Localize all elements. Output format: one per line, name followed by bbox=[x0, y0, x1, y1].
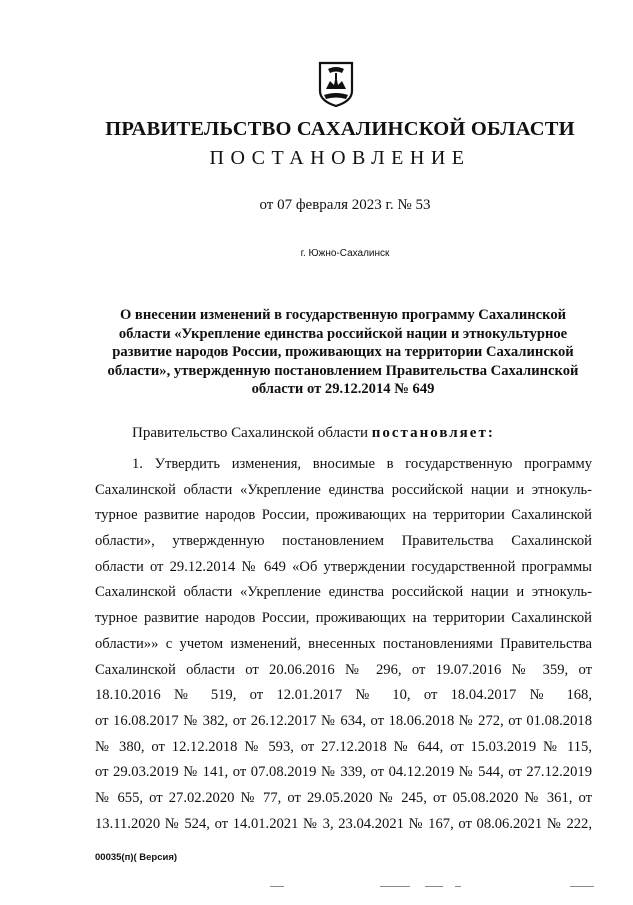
title-line: О внесении изменений в государственную программу Сахалинской bbox=[119, 307, 567, 323]
document-title bbox=[95, 306, 591, 399]
body-line: № 380, от 12.12.2018 № 593, от 27.12.2018 № 644, от 15.03.2019 № 115, bbox=[95, 738, 592, 755]
body-line: области»» с учетом изменений, внесенных постановлениями Правительства bbox=[95, 635, 592, 652]
preamble-verb: постановляет: bbox=[371, 425, 495, 441]
body-line: от 29.03.2019 № 141, от 07.08.2019 № 339, от 04.12.2019 № 544, от 27.12.2019 bbox=[95, 764, 592, 781]
body-line: 13.11.2020 № 524, от 14.01.2021 № 3, 23.04.2021 № 167, от 08.06.2021 № 222, bbox=[95, 815, 592, 832]
preamble-lead: Правительство Сахалинской области bbox=[132, 425, 372, 441]
body-line: области от 29.12.2014 № 649 «Об утверждении государственной программы bbox=[95, 558, 592, 575]
document-type: ПОСТАНОВЛЕНИЕ bbox=[209, 147, 471, 169]
preamble bbox=[132, 425, 495, 442]
body-line: Сахалинской области «Укрепление единства российской нации и этнокуль- bbox=[95, 481, 592, 498]
title-line: области от 29.12.2014 № 649 bbox=[251, 381, 435, 397]
coat-of-arms-icon bbox=[316, 61, 356, 107]
body-line: Сахалинской области «Укрепление единства российской нации и этнокуль- bbox=[95, 584, 592, 601]
title-line: области», утвержденную постановлением Правительства Сахалинской bbox=[107, 362, 579, 379]
scan-artifact-marks bbox=[270, 885, 610, 888]
body-line: турное развитие народов России, проживающих на территории Сахалинской bbox=[95, 507, 592, 524]
body-line: Сахалинской области от 20.06.2016 № 296, от 19.07.2016 № 359, от bbox=[95, 661, 592, 678]
body-line: 1. Утвердить изменения, вносимые в государственную программу bbox=[132, 456, 592, 472]
body-line: 18.10.2016 № 519, от 12.01.2017 № 10, от 18.04.2017 № 168, bbox=[95, 687, 592, 704]
issue-city: г. Южно-Сахалинск bbox=[300, 248, 390, 259]
body-line: области», утвержденную постановлением Правительства Сахалинской bbox=[95, 533, 592, 550]
body-line: № 655, от 27.02.2020 № 77, от 29.05.2020 № 245, от 05.08.2020 № 361, от bbox=[95, 789, 592, 806]
title-line: развитие народов России, проживающих на территории Сахалинской bbox=[112, 344, 574, 360]
form-code: 00035(п)( Версия) bbox=[95, 852, 178, 863]
body-text bbox=[95, 452, 592, 837]
body-line: от 16.08.2017 № 382, от 26.12.2017 № 634, от 18.06.2018 № 272, от 01.08.2018 bbox=[95, 712, 592, 729]
document-date-number: от 07 февраля 2023 г. № 53 bbox=[259, 197, 431, 213]
title-line: области «Укрепление единства российской нации и этнокультурное bbox=[118, 325, 568, 342]
body-line: турное развитие народов России, проживающих на территории Сахалинской bbox=[95, 610, 592, 627]
organization-name: ПРАВИТЕЛЬСТВО САХАЛИНСКОЙ ОБЛАСТИ bbox=[105, 118, 575, 140]
